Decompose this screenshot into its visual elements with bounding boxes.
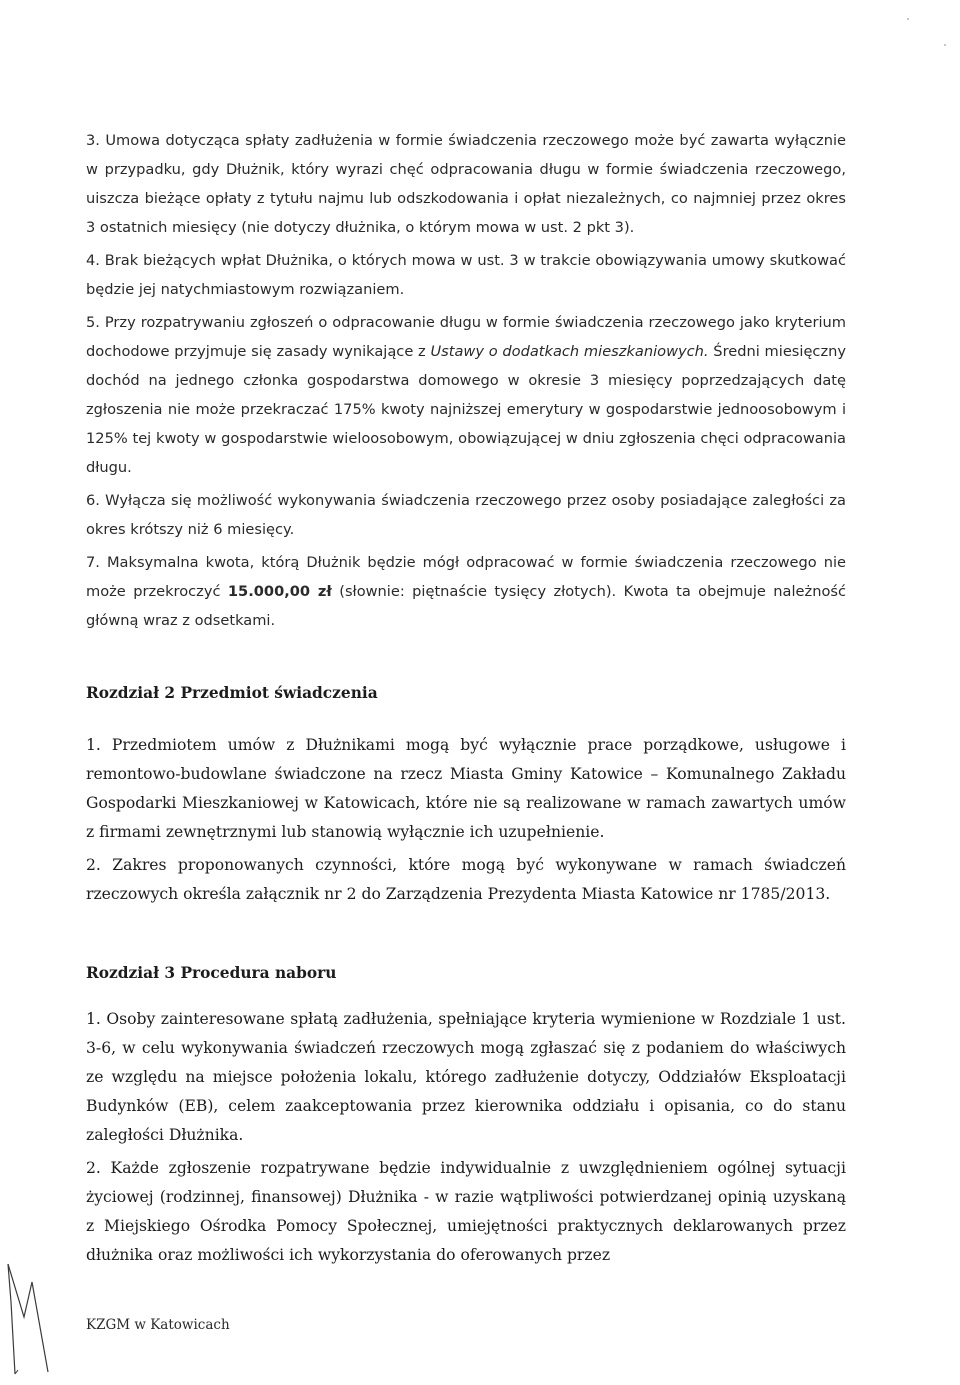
- chapter-3-item-2: 2. Każde zgłoszenie rozpatrywane będzie indywidualnie z uwzględnieniem ogólnej sytuacji życiowej (rodzinnej, finansowej) Dłużnika - w razie wątpliwości potwierdzanej opinią uzyskaną z Miejskiego Ośrodka Pomocy Społecznej, umiejętności praktycznych deklarowanych przez dłużnika oraz możliwości ich wykorzystania do oferowanych przez: [86, 1159, 846, 1264]
- paragraph-5-rest: Średni miesięczny dochód na jednego członka gospodarstwa domowego w okresie 3 miesięcy poprzedzających datę zgłoszenia nie może przekraczać 175% kwoty najniższej emerytury w gospodarstwie jednoosobowym i 125% tej kwoty w gospodarstwie wieloosobowym, obowiązującej w dniu zgłoszenia chęci odpracowania długu.: [86, 343, 846, 476]
- paragraph-5-italic: Ustawy o dodatkach mieszkaniowych.: [430, 343, 709, 360]
- paragraph-7: [86, 548, 846, 635]
- paragraph-3: 3. Umowa dotycząca spłaty zadłużenia w formie świadczenia rzeczowego może być zawarta wyłącznie w przypadku, gdy Dłużnik, który wyrazi chęć odpracowania długu w formie świadczenia rzeczowego, uiszcza bieżące opłaty z tytułu najmu lub odszkodowania i opłat niezależnych, co najmniej przez okres 3 ostatnich miesięcy (nie dotyczy dłużnika, o którym mowa w ust. 2 pkt 3).: [86, 132, 846, 236]
- footer-text: KZGM w Katowicach: [86, 1317, 230, 1333]
- paragraph-5-text: 5. Przy rozpatrywaniu zgłoszeń o odpracowanie długu w formie świadczenia rzeczowego jako kryterium dochodowe przyjmuje się zasady wynikające z: [86, 314, 846, 360]
- paragraph-5: [86, 308, 846, 482]
- handwritten-initials-icon: [2, 1262, 52, 1377]
- chapter-3-heading: Rozdział 3 Procedura naboru: [86, 964, 337, 982]
- chapter-3-item-1: 1. Osoby zainteresowane spłatą zadłużenia, spełniające kryteria wymienione w Rozdziale 1 ust. 3-6, w celu wykonywania świadczeń rzeczowych mogą zgłaszać się z podaniem do właściwych ze względu na miejsce położenia lokalu, którego zadłużenie dotyczy, Oddziałów Eksploatacji Budynków (EB), celem zaakceptowania przez kierownika oddziału i opisania, co do stanu zaległości Dłużnika.: [86, 1010, 846, 1144]
- chapter-2-item-1: 1. Przedmiotem umów z Dłużnikami mogą być wyłącznie prace porządkowe, usługowe i remontowo-budowlane świadczone na rzecz Miasta Gminy Katowice – Komunalnego Zakładu Gospodarki Mieszkaniowej w Katowicach, które nie są realizowane w ramach zawartych umów z firmami zewnętrznymi lub stanowią wyłącznie ich uzupełnienie.: [86, 736, 846, 841]
- paragraph-7-amount: 15.000,00 zł: [227, 583, 332, 600]
- chapter-2-item-2: 2. Zakres proponowanych czynności, które mogą być wykonywane w ramach świadczeń rzeczowych określa załącznik nr 2 do Zarządzenia Prezydenta Miasta Katowice nr 1785/2013.: [86, 856, 846, 903]
- document-page: [86, 126, 846, 1270]
- paragraph-7-text: 7. Maksymalna kwota, którą Dłużnik będzie mógł odpracować w formie świadczenia rzeczowego nie może przekroczyć: [86, 554, 846, 600]
- scan-speck: [907, 18, 909, 20]
- paragraph-4: 4. Brak bieżących wpłat Dłużnika, o których mowa w ust. 3 w trakcie obowiązywania umowy skutkować będzie jej natychmiastowym rozwiązaniem.: [86, 252, 846, 298]
- scan-speck: [944, 44, 946, 46]
- paragraph-6: 6. Wyłącza się możliwość wykonywania świadczenia rzeczowego przez osoby posiadające zaległości za okres krótszy niż 6 miesięcy.: [86, 492, 846, 538]
- chapter-2-heading: Rozdział 2 Przedmiot świadczenia: [86, 684, 378, 702]
- paragraph-7-rest: (słownie: piętnaście tysięcy złotych). Kwota ta obejmuje należność główną wraz z odsetkami.: [86, 583, 846, 629]
